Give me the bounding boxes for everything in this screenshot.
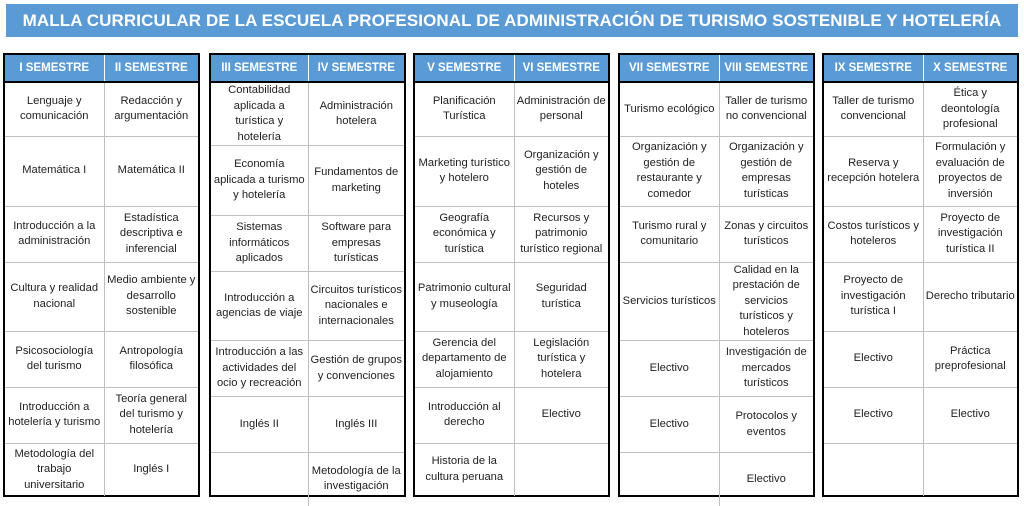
course-cell: Antropología filosófica (104, 331, 198, 387)
course-cell: Fundamentos de marketing (308, 146, 404, 216)
course-cell: Historia de la cultura peruana (415, 443, 514, 496)
curriculum-table (620, 55, 813, 506)
course-cell: Zonas y circuitos turísticos (719, 206, 813, 262)
course-cell: Servicios turísticos (620, 262, 719, 341)
course-cell: Organización y gestión de restaurante y comedor (620, 136, 719, 206)
course-cell: Marketing turístico y hotelero (415, 136, 514, 206)
course-cell: Investigación de mercados turísticos (719, 341, 813, 397)
course-cell: Proyecto de investigación turística II (923, 206, 1017, 262)
semester-header: IX SEMESTRE (824, 55, 923, 82)
semester-header: X SEMESTRE (923, 55, 1017, 82)
course-cell: Contabilidad aplicada a turística y hotelería (211, 82, 308, 146)
course-cell: Gestión de grupos y convenciones (308, 341, 404, 397)
course-cell: Sistemas informáticos aplicados (211, 216, 308, 272)
course-cell: Electivo (923, 387, 1017, 443)
course-cell: Electivo (824, 331, 923, 387)
course-cell: Metodología de la investigación (311, 464, 401, 493)
semester-block-9-10 (822, 53, 1019, 497)
course-cell: Administración de personal (514, 82, 608, 136)
course-cell: Costos turísticos y hoteleros (824, 206, 923, 262)
course-cell: Circuitos turísticos nacionales e internacionales (308, 272, 404, 341)
course-cell: Práctica preprofesional (923, 331, 1017, 387)
semester-block-7-8 (618, 53, 815, 497)
course-cell: Introducción a hotelería y turismo (5, 387, 104, 443)
course-cell: Patrimonio cultural y museología (415, 262, 514, 331)
course-cell: Turismo ecológico (620, 82, 719, 136)
course-cell: Reserva y recepción hotelera (824, 136, 923, 206)
semester-header: II SEMESTRE (104, 55, 198, 82)
semester-block-1-2 (3, 53, 200, 497)
course-cell: Medio ambiente y desarrollo sostenible (104, 262, 198, 331)
course-cell: Introducción al derecho (415, 387, 514, 443)
course-cell: Matemática II (104, 136, 198, 206)
course-cell (211, 453, 308, 506)
course-cell: Seguridad turística (514, 262, 608, 331)
course-cell: Inglés II (211, 397, 308, 453)
course-cell: Teoría general del turismo y hotelería (104, 387, 198, 443)
course-cell: Gerencia del departamento de alojamiento (415, 331, 514, 387)
course-cell: Lenguaje y comunicación (5, 82, 104, 136)
course-cell: Metodología del trabajo universitario (5, 443, 104, 496)
course-cell: Administración hotelera (308, 82, 404, 146)
curriculum-table (824, 55, 1017, 496)
course-cell: Redacción y argumentación (104, 82, 198, 136)
curriculum-table (415, 55, 608, 496)
course-cell: Economía aplicada a turismo y hotelería (211, 146, 308, 216)
course-cell: Matemática I (5, 136, 104, 206)
page-title: MALLA CURRICULAR DE LA ESCUELA PROFESIONAL DE ADMINISTRACIÓN DE TURISMO SOSTENIBLE Y HOTELERÍA (6, 4, 1018, 37)
semester-header: III SEMESTRE (211, 55, 308, 82)
course-cell: Ética y deontología profesional (923, 82, 1017, 136)
course-cell (514, 443, 608, 496)
course-cell: Geografía económica y turística (415, 206, 514, 262)
course-cell: Introducción a la administración (5, 206, 104, 262)
course-cell: Electivo (620, 397, 719, 453)
course-cell: Derecho tributario (923, 262, 1017, 331)
course-cell: Inglés I (133, 463, 170, 475)
course-cell: Legislación turística y hotelera (514, 331, 608, 387)
course-cell: Electivo (824, 387, 923, 443)
course-cell: Taller de turismo convencional (824, 82, 923, 136)
curriculum-table (5, 55, 198, 496)
course-cell: Protocolos y eventos (719, 397, 813, 453)
semester-block-3-4 (209, 53, 406, 497)
course-cell (620, 453, 719, 506)
course-cell: Proyecto de investigación turística I (824, 262, 923, 331)
semester-block-5-6 (413, 53, 610, 497)
course-cell: Software para empresas turísticas (308, 216, 404, 272)
semester-header: V SEMESTRE (415, 55, 514, 82)
course-cell: Formulación y evaluación de proyectos de inversión (923, 136, 1017, 206)
course-cell: Planificación Turística (415, 82, 514, 136)
semester-header: I SEMESTRE (5, 55, 104, 82)
course-cell: Recursos y patrimonio turístico regional (514, 206, 608, 262)
course-cell: Calidad en la prestación de servicios turísticos y hoteleros (719, 262, 813, 341)
course-cell (824, 443, 923, 496)
semester-header: IV SEMESTRE (308, 55, 404, 82)
course-cell: Cultura y realidad nacional (5, 262, 104, 331)
course-cell: Electivo (514, 387, 608, 443)
course-cell: Introducción a las actividades del ocio y recreación (211, 341, 308, 397)
course-cell: Organización y gestión de hoteles (514, 136, 608, 206)
course-cell: Estadística descriptiva e inferencial (104, 206, 198, 262)
curriculum-table (211, 55, 404, 506)
course-cell: Electivo (746, 472, 786, 485)
course-cell: Organización y gestión de empresas turísticas (719, 136, 813, 206)
course-cell: Taller de turismo no convencional (719, 82, 813, 136)
semester-header: VIII SEMESTRE (719, 55, 813, 82)
course-cell: Turismo rural y comunitario (620, 206, 719, 262)
course-cell (923, 443, 1017, 496)
semester-header: VII SEMESTRE (620, 55, 719, 82)
semester-header: VI SEMESTRE (514, 55, 608, 82)
course-cell: Psicosociología del turismo (5, 331, 104, 387)
course-cell: Introducción a agencias de viaje (211, 272, 308, 341)
course-cell: Inglés III (308, 397, 404, 453)
course-cell: Electivo (620, 341, 719, 397)
